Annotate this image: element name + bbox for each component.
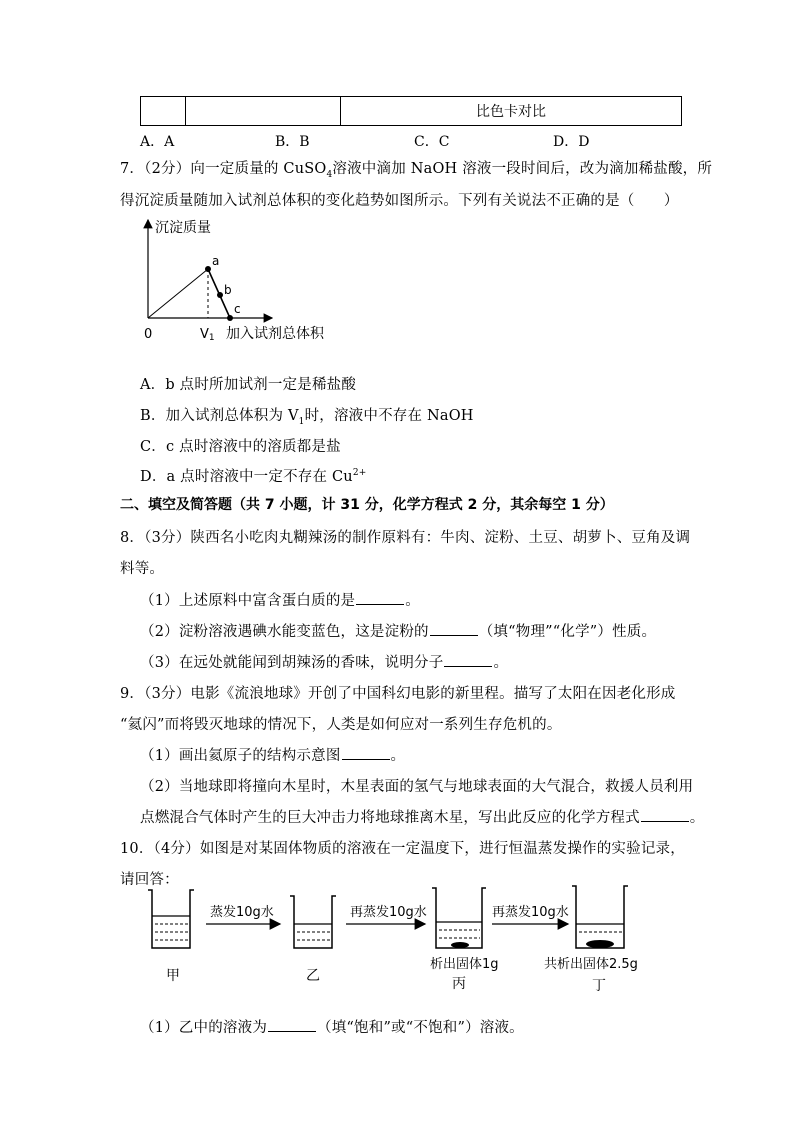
q7-option-b-text: B．加入试剂总体积为 V — [140, 408, 299, 424]
v1-subscript: 1 — [208, 333, 215, 343]
section-heading: 二、填空及简答题（共 7 小题，计 31 分，化学方程式 2 分，其余每空 1 分） — [120, 497, 614, 513]
q9-part2-line2 — [140, 806, 705, 827]
q6-option-b: B．B — [275, 134, 310, 150]
q9-part1-text: 。 — [390, 748, 406, 764]
note-ding: 共析出固体2.5g — [544, 957, 638, 972]
label-ding: 丁 — [592, 978, 606, 994]
q8-stem-line2: 料等。 — [120, 561, 165, 577]
q7-stem-text: 溶液中滴加 NaOH 溶液一段时间后，改为滴加稀盐酸，所 — [332, 161, 713, 177]
q9-stem-line1: 9．（3分）电影《流浪地球》开创了中国科幻电影的新里程。描写了太阳在因老化形成 — [120, 686, 676, 702]
point-a — [205, 266, 211, 272]
x-axis-label: 加入试剂总体积 — [226, 326, 324, 342]
label-b: b — [224, 283, 232, 297]
q8-part2-text: （填“物理”“化学”）性质。 — [478, 624, 657, 640]
q7-graph — [140, 214, 340, 348]
label-jia: 甲 — [166, 968, 180, 984]
q7-stem-line1 — [120, 157, 712, 180]
v1-label — [200, 327, 215, 343]
label-yi: 乙 — [306, 968, 320, 984]
label-a: a — [212, 254, 220, 268]
q7-option-d-superscript: 2+ — [352, 468, 367, 479]
q6-option-c: C．C — [414, 134, 450, 150]
arrow2-label: 再蒸发10g水 — [350, 905, 427, 920]
table-cell: 比色卡对比 — [341, 97, 682, 126]
q9-part2-text: 。 — [689, 810, 705, 826]
q9-part1-text: （1）画出氦原子的结构示意图 — [140, 748, 341, 764]
table-cell — [141, 97, 186, 126]
q10-part1-text: （填“饱和”或“不饱和”）溶液。 — [317, 1020, 524, 1036]
q10-evaporation-diagram — [140, 876, 660, 996]
q8-part2-text: （2）淀粉溶液遇碘水能变蓝色，这是淀粉的 — [140, 624, 429, 640]
q8-stem-line1: 8．（3分）陕西名小吃肉丸糊辣汤的制作原料有：牛肉、淀粉、土豆、胡萝卜、豆角及调 — [120, 530, 691, 546]
label-c: c — [234, 302, 241, 316]
q8-part3-text: 。 — [493, 655, 509, 671]
answer-blank[interactable] — [430, 623, 478, 636]
q10-stem-line1: 10．（4分）如图是对某固体物质的溶液在一定温度下，进行恒温蒸发操作的实验记录， — [120, 841, 685, 857]
arrow1-label: 蒸发10g水 — [210, 905, 274, 920]
table-cell — [186, 97, 341, 126]
q7-option-d-text: D．a 点时溶液中一定不存在 Cu — [140, 469, 353, 485]
q9-part2-line1: （2）当地球即将撞向木星时，木星表面的氢气与地球表面的大气混合，救援人员利用 — [140, 779, 694, 795]
label-bing: 丙 — [452, 976, 466, 992]
point-b — [217, 292, 223, 298]
q7-option-b-subscript: 1 — [298, 416, 305, 427]
q8-part3 — [140, 651, 508, 672]
q8-part3-text: （3）在远处就能闻到胡辣汤的香味，说明分子 — [140, 655, 444, 671]
beaker-bing — [432, 888, 486, 948]
answer-blank[interactable] — [356, 592, 404, 605]
q7-stem-text: 7．（2分）向一定质量的 CuSO — [120, 161, 327, 177]
q6-option-a: A．A — [140, 134, 175, 150]
table-row — [141, 97, 682, 126]
answer-blank[interactable] — [641, 809, 689, 822]
point-c — [227, 315, 233, 321]
q7-option-c: C．c 点时溶液中的溶质都是盐 — [140, 439, 341, 455]
q7-stem-line2: 得沉淀质量随加入试剂总体积的变化趋势如图所示。下列有关说法不正确的是（ ） — [120, 193, 679, 209]
q10-stem-line2: 请回答： — [120, 872, 179, 888]
q6-table — [140, 96, 682, 126]
beaker-yi — [290, 896, 336, 948]
answer-blank[interactable] — [444, 654, 492, 667]
rise-line — [148, 269, 208, 318]
answer-blank[interactable] — [268, 1019, 316, 1032]
q7-option-b-text: 时，溶液中不存在 NaOH — [304, 408, 474, 424]
q8-part1-text: （1）上述原料中富含蛋白质的是 — [140, 593, 356, 609]
q7-option-d — [140, 465, 367, 486]
q10-part1-text: （1）乙中的溶液为 — [140, 1020, 268, 1036]
q9-stem-line2: “氦闪”而将毁灭地球的情况下，人类是如何应对一系列生存危机的。 — [120, 717, 562, 733]
note-bing: 析出固体1g — [430, 957, 499, 972]
q7-subscript: 4 — [326, 169, 333, 180]
q8-part1-text: 。 — [405, 593, 420, 609]
q8-part1 — [140, 589, 420, 610]
arrow3-label: 再蒸发10g水 — [492, 905, 569, 920]
origin-label: 0 — [144, 327, 153, 342]
q7-option-b — [140, 404, 474, 427]
q7-option-a: A．b 点时所加试剂一定是稀盐酸 — [140, 377, 357, 393]
v1-text: V — [200, 327, 209, 342]
answer-blank[interactable] — [342, 747, 390, 760]
y-axis-label: 沉淀质量 — [155, 220, 211, 236]
beaker-ding — [572, 886, 628, 948]
q10-part1 — [140, 1016, 524, 1037]
beaker-jia — [148, 890, 194, 948]
q8-part2 — [140, 620, 656, 641]
q9-part2-text: 点燃混合气体时产生的巨大冲击力将地球推离木星，写出此反应的化学方程式 — [140, 810, 640, 826]
q6-option-d: D．D — [553, 134, 590, 150]
q9-part1 — [140, 744, 405, 765]
